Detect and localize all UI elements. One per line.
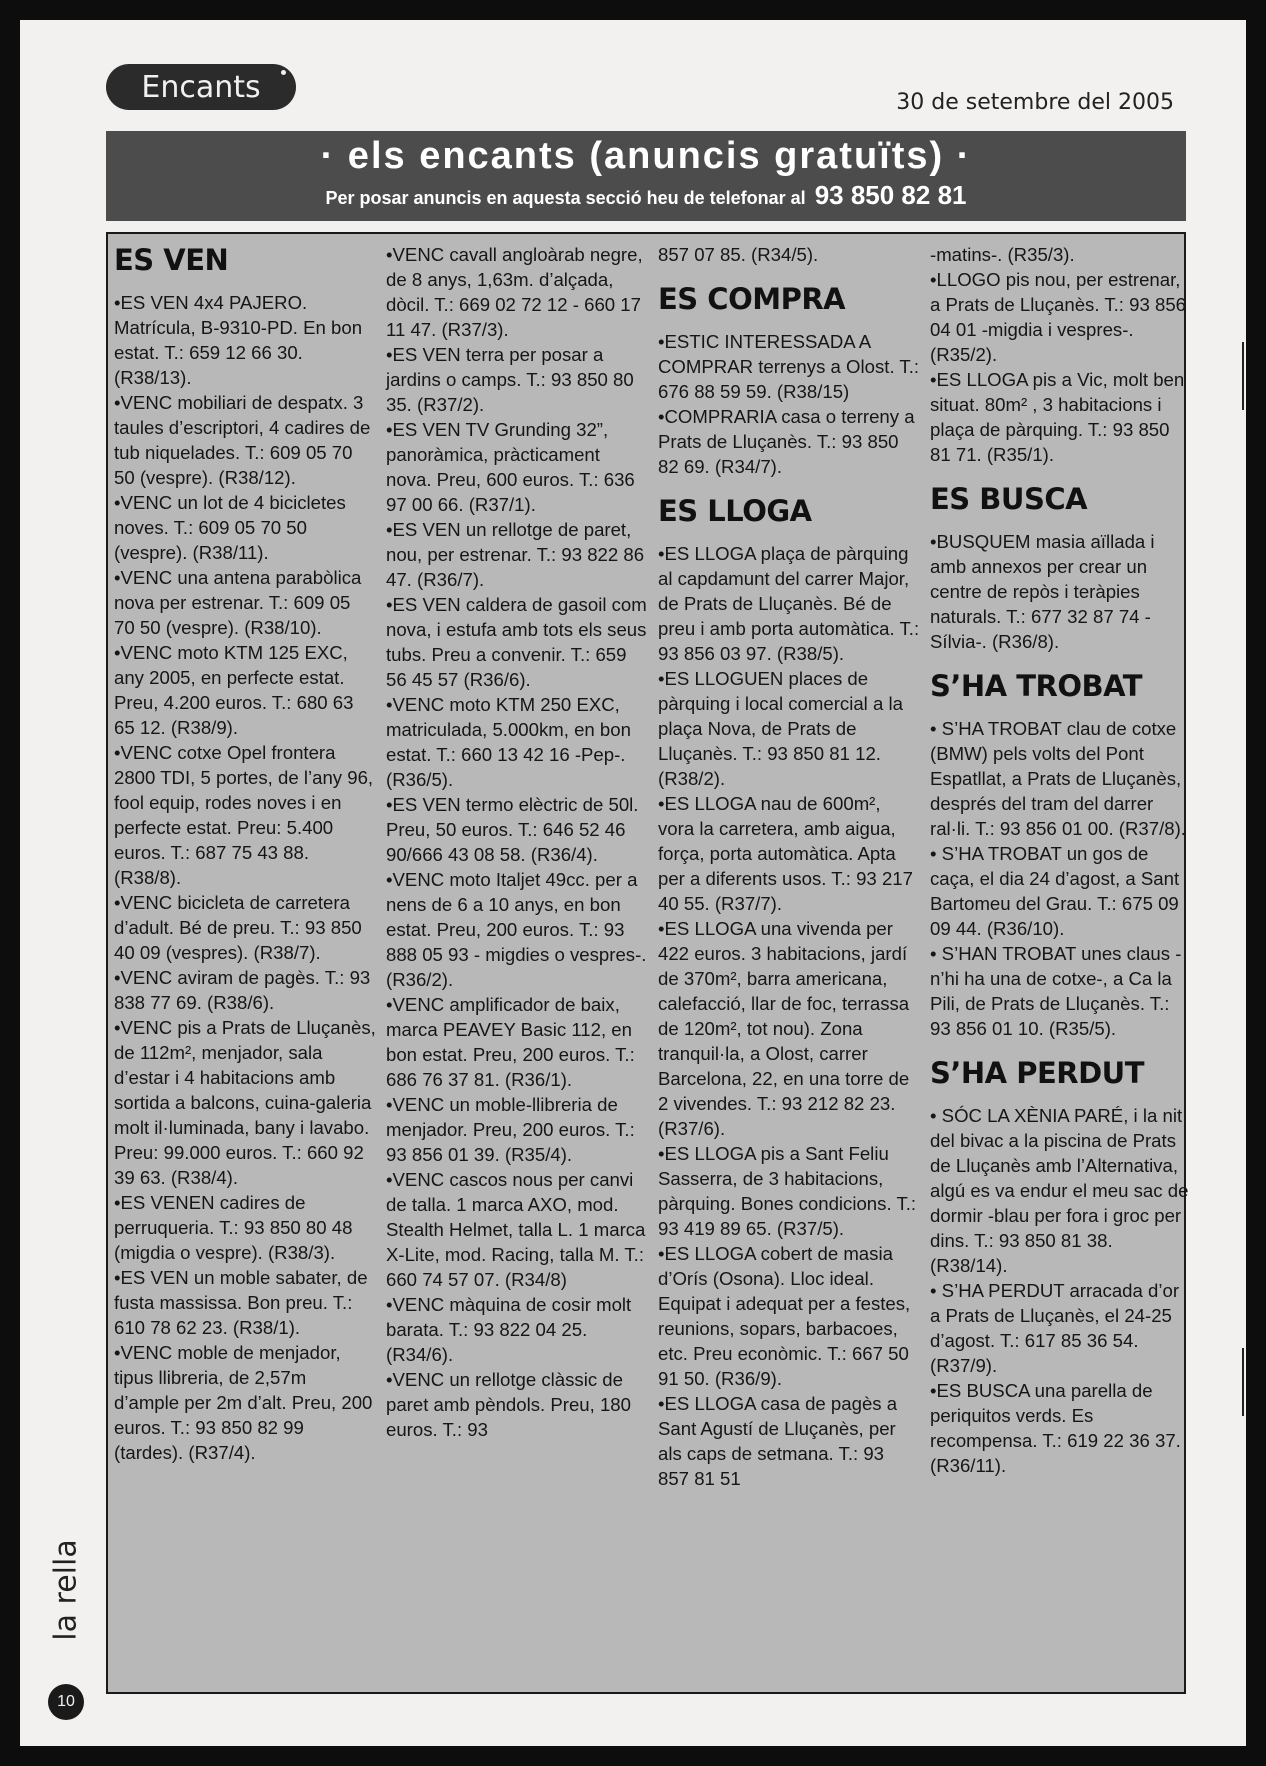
classified-ad: •ES LLOGA pis a Vic, molt ben situat. 80m² , 3 habitacions i plaça de pàrquing. T.: 93 850 81 71. (R35/1).	[930, 369, 1185, 465]
classified-ad: •COMPRARIA casa o terreny a Prats de Lluçanès. T.: 93 850 82 69. (R34/7).	[658, 406, 915, 477]
section-banner	[106, 131, 1186, 221]
classified-ad: •ES VEN caldera de gasoil com nova, i estufa amb tots els seus tubs. Preu a convenir. T.: 659 56 45 57 (R36/6).	[386, 594, 647, 690]
brand-logo	[46, 1530, 86, 1650]
classified-ad: •ES VEN un moble sabater, de fusta massissa. Bon preu. T.: 610 78 62 23. (R38/1).	[114, 1267, 368, 1338]
binding-mark-top	[1242, 342, 1244, 410]
issue-date: 30 de setembre del 2005	[896, 90, 1174, 115]
page-number: 10	[48, 1684, 84, 1720]
classified-ad: •ES VEN termo elèctric de 50l. Preu, 50 euros. T.: 646 52 46 90/666 43 08 58. (R36/4).	[386, 794, 639, 865]
ads-column-1	[114, 242, 376, 1465]
newspaper-page	[20, 20, 1246, 1746]
category-heading: S’HA TROBAT	[930, 669, 1143, 703]
classified-ad: •VENC mobiliari de despatx. 3 taules d’escriptori, 4 cadires de tub niquelades. T.: 609 05 70 50 (vespre). (R38/12).	[114, 392, 371, 488]
classified-ad: •ES VEN un rellotge de paret, nou, per estrenar. T.: 93 822 86 47. (R36/7).	[386, 519, 645, 590]
classified-ad: •VENC una antena parabòlica nova per estrenar. T.: 609 05 70 50 (vespre). (R38/10).	[114, 567, 362, 638]
section-tag	[106, 64, 296, 110]
banner-subtitle	[106, 180, 1186, 211]
category-heading: ES LLOGA	[658, 494, 812, 528]
classified-ad: •ES BUSCA una parella de periquitos verds. Es recompensa. T.: 619 22 36 37. (R36/11).	[930, 1380, 1181, 1476]
classified-ad: •ES LLOGA plaça de pàrquing al capdamunt del carrer Major, de Prats de Lluçanès. Bé de preu i amb porta automàtica. T.: 93 856 03 97. (R38/5).	[658, 543, 920, 664]
classified-ad: 857 07 85. (R34/5).	[658, 244, 819, 265]
classified-ad: •VENC moto KTM 250 EXC, matriculada, 5.000km, en bon estat. T.: 660 13 42 16 -Pep-. (R36/5).	[386, 694, 631, 790]
classified-ad: •ES LLOGA una vivenda per 422 euros. 3 habitacions, jardí de 370m², barra americana, calefacció, llar de foc, terrassa de 120m², tot nou). Zona tranquil·la, a Olost, carrer Barcelona, 22, en una torre de 2 vivendes. T.: 93 212 82 23. (R37/6).	[658, 918, 910, 1139]
binding-mark-bottom	[1242, 1348, 1244, 1416]
banner-phone: 93 850 82 81	[814, 180, 967, 210]
classified-ad: •ES LLOGA nau de 600m², vora la carretera, amb aigua, força, porta automàtica. Apta per a diferents usos. T.: 93 217 40 55. (R37/7).	[658, 793, 913, 914]
classified-ad: •VENC aviram de pagès. T.: 93 838 77 69. (R38/6).	[114, 967, 371, 1013]
classified-ad: •ES LLOGUEN places de pàrquing i local comercial a la plaça Nova, de Prats de Lluçanès. T.: 93 850 81 12. (R38/2).	[658, 668, 903, 789]
classified-ad: •BUSQUEM masia aïllada i amb annexos per crear un centre de repòs i teràpies naturals. T.: 677 32 87 74 -Sílvia-. (R36/8).	[930, 531, 1155, 652]
classified-ad: • S’HA TROBAT un gos de caça, el dia 24 d’agost, a Sant Bartomeu del Grau. T.: 675 09 09 44. (R36/10).	[930, 843, 1180, 939]
classified-ad: -matins-. (R35/3).	[930, 244, 1075, 265]
classified-ad: •VENC moble de menjador, tipus llibreria, de 2,57m d’ample per 2m d’alt. Preu, 200 euros. T.: 93 850 82 99 (tardes). (R37/4).	[114, 1342, 373, 1463]
category-heading: ES BUSCA	[930, 482, 1088, 516]
classified-ad: •ES VENEN cadires de perruqueria. T.: 93 850 80 48 (migdia o vespre). (R38/3).	[114, 1192, 353, 1263]
classified-ad: •VENC moto KTM 125 EXC, any 2005, en perfecte estat. Preu, 4.200 euros. T.: 680 63 65 12. (R38/9).	[114, 642, 354, 738]
tag-dot-icon	[281, 70, 286, 75]
classified-ad: •VENC cotxe Opel frontera 2800 TDI, 5 portes, de l’any 96, fool equip, rodes noves i en perfecte estat. Preu: 5.400 euros. T.: 687 75 43 88. (R38/8).	[114, 742, 374, 888]
classified-ad: • S’HAN TROBAT unes claus -n’hi ha una de cotxe-, a Ca la Pili, de Prats de Lluçanès. T.: 93 856 01 10. (R35/5).	[930, 943, 1182, 1039]
classified-ad: •VENC un lot de 4 bicicletes noves. T.: 609 05 70 50 (vespre). (R38/11).	[114, 492, 346, 563]
section-tag-label: Encants	[141, 69, 261, 105]
classified-ad: •VENC cavall angloàrab negre, de 8 anys, 1,63m. d’alçada, dòcil. T.: 669 02 72 12 - 660 17 11 47. (R37/3).	[386, 244, 643, 340]
classified-ad: •VENC bicicleta de carretera d’adult. Bé de preu. T.: 93 850 40 09 (vespres). (R38/7).	[114, 892, 362, 963]
ads-column-4	[930, 242, 1192, 1478]
classified-ad: • S’HA TROBAT clau de cotxe (BMW) pels volts del Pont Espatllat, a Prats de Lluçanès, després del tram del darrer ral·li. T.: 93 856 01 00. (R37/8).	[930, 718, 1186, 839]
classified-ad: •ESTIC INTERESSADA A COMPRAR terrenys a Olost. T.: 676 88 59 59. (R38/15)	[658, 331, 920, 402]
classified-ad: •ES LLOGA pis a Sant Feliu Sasserra, de 3 habitacions, pàrquing. Bones condicions. T.: 93 419 89 65. (R37/5).	[658, 1143, 917, 1239]
category-heading: ES COMPRA	[658, 282, 846, 316]
classified-ad: • S’HA PERDUT arracada d’or a Prats de Lluçanès, el 24-25 d’agost. T.: 617 85 36 54. (R37/9).	[930, 1280, 1180, 1376]
classified-ad: •ES VEN TV Grunding 32”, panoràmica, pràcticament nova. Preu, 600 euros. T.: 636 97 00 66. (R37/1).	[386, 419, 635, 515]
category-heading: ES VEN	[114, 243, 229, 277]
classified-ad: •VENC màquina de cosir molt barata. T.: 93 822 04 25. (R34/6).	[386, 1294, 632, 1365]
classified-ad: •VENC pis a Prats de Lluçanès, de 112m², menjador, sala d’estar i 4 habitacions amb sortida a balcons, cuina-galeria molt il·luminada, bany i lavabo. Preu: 99.000 euros. T.: 660 92 39 63. (R38/4).	[114, 1017, 376, 1188]
banner-title: · els encants (anuncis gratuïts) ·	[320, 135, 972, 177]
banner-instructions: Per posar anuncis en aquesta secció heu de telefonar al	[325, 188, 806, 208]
classified-ad: •VENC un moble-llibreria de menjador. Preu, 200 euros. T.: 93 856 01 39. (R35/4).	[386, 1094, 635, 1165]
ads-column-3	[658, 242, 920, 1491]
classified-ad: • SÓC LA XÈNIA PARÉ, i la nit del bivac a la piscina de Prats de Lluçanès amb l’Alternativa, algú es va endur el meu sac de dormir -blau per fora i groc per dins. T.: 93 850 81 38. (R38/14).	[930, 1105, 1189, 1276]
ads-column-2	[386, 242, 648, 1442]
brand-name: la rella	[48, 1539, 84, 1641]
classified-ad: •LLOGO pis nou, per estrenar, a Prats de Lluçanès. T.: 93 856 04 01 -migdia i vespres-. (R35/2).	[930, 269, 1187, 365]
classified-ad: •ES LLOGA casa de pagès a Sant Agustí de Lluçanès, per als caps de setmana. T.: 93 857 81 51	[658, 1393, 898, 1489]
category-heading: S’HA PERDUT	[930, 1056, 1145, 1090]
classified-ad: •ES VEN 4x4 PAJERO. Matrícula, B-9310-PD. En bon estat. T.: 659 12 66 30. (R38/13).	[114, 292, 363, 388]
classified-ad: •ES VEN terra per posar a jardins o camps. T.: 93 850 80 35. (R37/2).	[386, 344, 634, 415]
classified-ad: •VENC un rellotge clàssic de paret amb pèndols. Preu, 180 euros. T.: 93	[386, 1369, 631, 1440]
classified-ad: •VENC moto Italjet 49cc. per a nens de 6 a 10 anys, en bon estat. Preu, 200 euros. T.: 93 888 05 93 - migdies o vespres-. (R36/2).	[386, 869, 647, 990]
classified-ad: •ES LLOGA cobert de masia d’Orís (Osona). Lloc ideal. Equipat i adequat per a festes, reunions, sopars, barbacoes, etc. Preu econòmic. T.: 667 50 91 50. (R36/9).	[658, 1243, 911, 1389]
classified-ad: •VENC amplificador de baix, marca PEAVEY Basic 112, en bon estat. Preu, 200 euros. T.: 686 76 37 81. (R36/1).	[386, 994, 635, 1090]
classified-ads-box	[106, 232, 1189, 1694]
classified-ad: •VENC cascos nous per canvi de talla. 1 marca AXO, mod. Stealth Helmet, talla L. 1 marca X-Lite, mod. Racing, talla M. T.: 660 74 57 07. (R34/8)	[386, 1169, 646, 1290]
